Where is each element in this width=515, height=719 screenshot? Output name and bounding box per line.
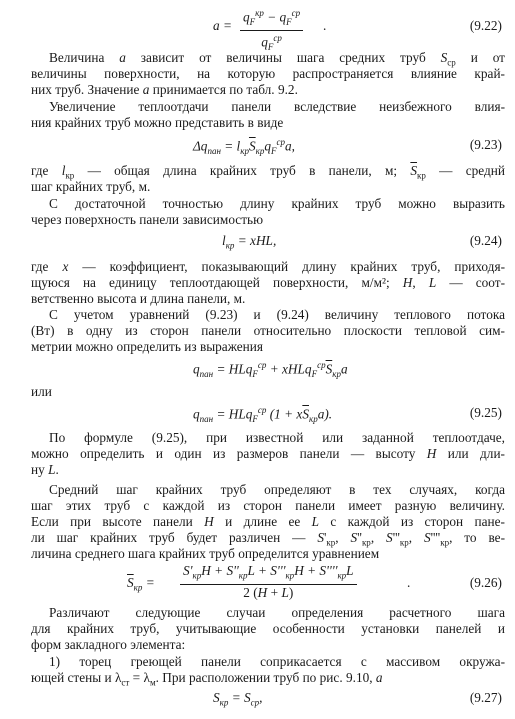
equation-number: (9.27) bbox=[469, 690, 502, 705]
equation-9-23: $\Delta q_{пан} = l_{кр}\overline{S}_{кр}q_F^{ср}a$, (9.23) bbox=[193, 137, 502, 157]
equation-9-27: $S_{кр} = S_{ср}$, (9.27) bbox=[213, 690, 502, 708]
equation-number: (9.25) bbox=[469, 405, 502, 420]
equation-expression: $q_{пан} = HLq_F^{ср}$ + $xHLq_F^{ср}\overline{S}_{кр}a$ bbox=[193, 360, 348, 380]
text-line: где $l_{кр}$ — общая длина крайних труб в панели, м; $\overline{S}_{кр}$ — среднй bbox=[31, 163, 505, 181]
text-line: можно определить и один из размеров панели — высоту H или дли- bbox=[31, 446, 505, 461]
text-line: По формуле (9.25), при известной или заданной теплоотдаче, bbox=[49, 430, 505, 445]
equation-fraction: $q_F^{кр} - q_F^{ср}$ $q_F^{ср}$ bbox=[240, 6, 303, 55]
text-line: (Вт) в одну из сторон панели относительно плоскости тепловой сим- bbox=[31, 323, 505, 338]
text-line: них труб. Значение a принимается по табл. 9.2. bbox=[31, 82, 298, 97]
equation-number: (9.26) bbox=[469, 575, 502, 590]
equation-9-24: $l_{кр}$ = xHL, (9.24) bbox=[222, 233, 502, 251]
text-line: ветственно высота и длина панели, м. bbox=[31, 291, 246, 306]
text-line: Различают следующие случаи определения расчетного шага bbox=[49, 605, 505, 620]
text-line: ну L. bbox=[31, 462, 59, 477]
text-line: ния крайних труб можно представить в виде bbox=[31, 115, 284, 130]
text-line: щуюся на единицу теплоотдающей поверхности, м/м²; H, L — соот- bbox=[31, 275, 505, 290]
equation-fraction: $S'_{кр}H + S''_{кр}L + S'''_{кр}H + S''''_{кр}L$ 2 (H + L) bbox=[180, 563, 357, 600]
text-line: Средний шаг крайних труб определяют в тех случаях, когда bbox=[49, 482, 505, 497]
text-line: Увеличение теплоотдачи панели вследствие неизбежного влия- bbox=[49, 99, 505, 114]
text-line: или bbox=[31, 384, 52, 399]
text-line: шаг крайних труб, м. bbox=[31, 179, 151, 194]
equation-number: (9.23) bbox=[469, 137, 502, 152]
equation-9-26: $\overline{S}_{кр}$ = $S'_{кр}H + S''_{кр}L + S'''_{кр}H + S''''_{кр}L$ 2 (H + L) . (9.26) bbox=[127, 563, 502, 600]
text-line: шаг этих труб с каждой из сторон панели имеет разную величину. bbox=[31, 498, 505, 513]
text-line: С достаточной точностью длину крайних труб можно выразить bbox=[49, 196, 505, 211]
text-line: через поверхность панели зависимостью bbox=[31, 212, 264, 227]
equation-9-25: $q_{пан} = HLq_F^{ср}$ $(1 + x\overline{S}_{кр}a)$. (9.25) bbox=[193, 405, 502, 425]
text-line: ющей стены и $\lambda_{ст} = \lambda_м$. При расположении труб по рис. 9.10, a bbox=[31, 670, 383, 688]
equation-9-22: a = $q_F^{кр} - q_F^{ср}$ $q_F^{ср}$ . (9.22) bbox=[0, 4, 515, 44]
equation-number: (9.22) bbox=[469, 18, 502, 33]
text-line: Если при высоте панели H и длине ее L с каждой из сторон пане- bbox=[31, 514, 505, 529]
equation-number: (9.24) bbox=[469, 233, 502, 248]
text-line: величины поверхности, на которую распространяется влияние край- bbox=[31, 66, 505, 81]
text-line: где x — коэффициент, показывающий длину крайних труб, приходя- bbox=[31, 259, 505, 274]
text-line: Величина a зависит от величины шага средних труб $S_{ср}$ и от bbox=[49, 50, 505, 68]
text-line: для крайних труб, учитывающие особенности установки панелей и bbox=[31, 621, 505, 636]
text-line: С учетом уравнений (9.23) и (9.24) величину теплового потока bbox=[49, 307, 505, 322]
text-line: форм закладного элемента: bbox=[31, 637, 186, 652]
equation-lhs: a = bbox=[213, 18, 232, 33]
text-line: 1) торец греющей панели соприкасается с массивом окружа- bbox=[49, 654, 505, 669]
text-line: ли шаг крайних труб будет различен — $S'_{кр}$, $S''_{кр}$, $S'''_{кр}$, $S''''_{кр}$, то ве- bbox=[31, 530, 505, 548]
text-line: метрии можно определить из выражения bbox=[31, 339, 263, 354]
text-line: личина среднего шага крайних труб определится уравнением bbox=[31, 546, 380, 561]
